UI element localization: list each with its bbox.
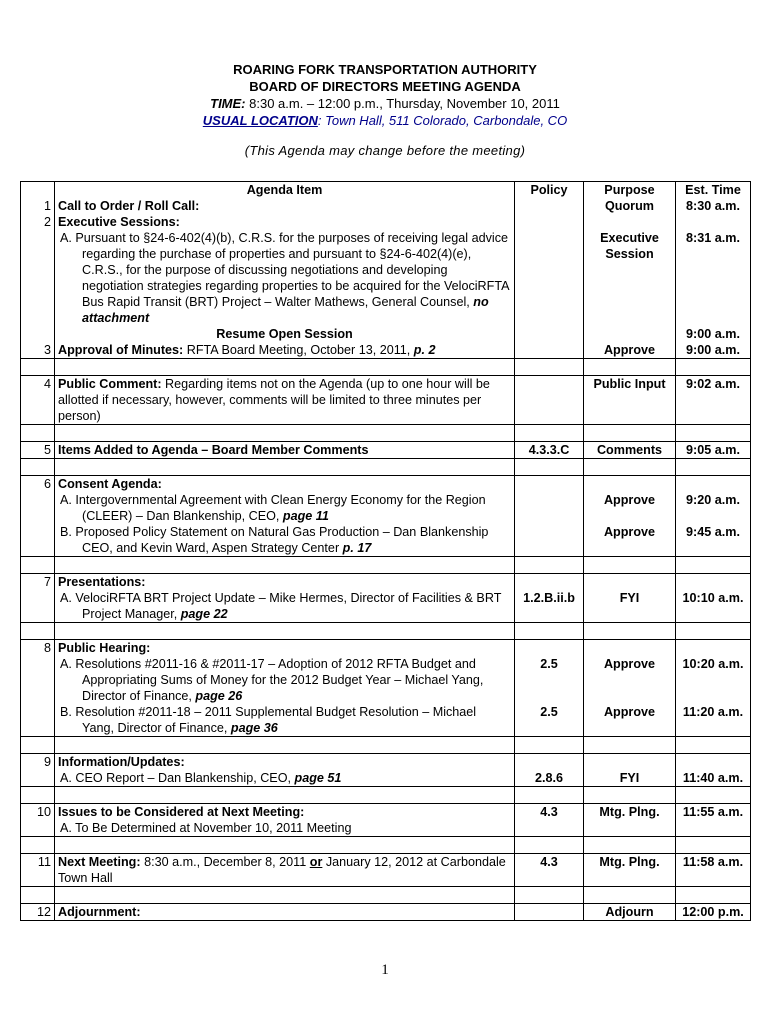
table-header-row <box>21 182 751 199</box>
table-row: A. Intergovernmental Agreement with Clean Energy Economy for the Region (CLEER) – Dan Blankenship, CEO, page 11 Approve 9:20 a.m. <box>21 492 751 524</box>
table-row: B. Proposed Policy Statement on Natural Gas Production – Dan Blankenship CEO, and Kevin Ward, Aspen Strategy Center p. 17 Approve 9:45 a.m. <box>21 524 751 557</box>
organization-name: ROARING FORK TRANSPORTATION AUTHORITY <box>233 62 537 77</box>
table-row: 5 Items Added to Agenda – Board Member Comments 4.3.3.C Comments 9:05 a.m. <box>21 442 751 459</box>
table-row: B. Resolution #2011-18 – 2011 Supplemental Budget Resolution – Michael Yang, Director of Finance, page 36 2.5 Approve 11:20 a.m. <box>21 704 751 737</box>
table-row: 11 Next Meeting: 8:30 a.m., December 8, 2011 or January 12, 2012 at Carbondale Town Hall 4.3 Mtg. Plng. 11:58 a.m. <box>21 854 751 887</box>
column-header-policy: Policy <box>515 182 584 199</box>
column-header-purpose: Purpose <box>584 182 676 199</box>
agenda-table <box>20 181 751 921</box>
table-row: 10 Issues to be Considered at Next Meeting: 4.3 Mtg. Plng. 11:55 a.m. <box>21 804 751 821</box>
agenda-note: (This Agenda may change before the meeting) <box>244 143 526 158</box>
meeting-title: BOARD OF DIRECTORS MEETING AGENDA <box>249 78 521 94</box>
meeting-time: TIME: 8:30 a.m. – 12:00 p.m., Thursday, November 10, 2011 <box>210 96 560 111</box>
table-row: A. CEO Report – Dan Blankenship, CEO, page 51 2.8.6 FYI 11:40 a.m. <box>21 770 751 787</box>
table-row: 4 Public Comment: Regarding items not on the Agenda (up to one hour will be allotted if necessary, however, comments will be limited to three minutes per person) Public Input 9:02 a.m. <box>21 376 751 425</box>
table-row: Resume Open Session 9:00 a.m. <box>21 326 751 342</box>
table-row: 12 Adjournment: Adjourn 12:00 p.m. <box>21 904 751 921</box>
table-row: 6 Consent Agenda: <box>21 476 751 493</box>
table-row: 8 Public Hearing: <box>21 640 751 657</box>
table-row: A. Resolutions #2011-16 & #2011-17 – Adoption of 2012 RFTA Budget and Appropriating Sums of Money for the 2012 Budget Year – Michael Yang, Director of Finance, page 26 2.5 Approve 10:20 a.m. <box>21 656 751 704</box>
column-header-time: Est. Time <box>676 182 751 199</box>
agenda-header <box>0 62 770 158</box>
table-row: A. To Be Determined at November 10, 2011 Meeting <box>21 820 751 837</box>
table-row: 7 Presentations: <box>21 574 751 591</box>
table-row: 2 Executive Sessions: <box>21 214 751 230</box>
table-row: A. VelociRFTA BRT Project Update – Mike Hermes, Director of Facilities & BRT Project Manager, page 22 1.2.B.ii.b FYI 10:10 a.m. <box>21 590 751 623</box>
table-row: 9 Information/Updates: <box>21 754 751 771</box>
column-header-item: Agenda Item <box>55 182 515 199</box>
table-row: 1 Call to Order / Roll Call: Quorum 8:30 a.m. <box>21 198 751 214</box>
table-row: 3 Approval of Minutes: RFTA Board Meeting, October 13, 2011, p. 2 Approve 9:00 a.m. <box>21 342 751 359</box>
table-row: A. Pursuant to §24-6-402(4)(b), C.R.S. for the purposes of receiving legal advice regarding the purchase of properties and pursuant to §24-6-402(4)(e), C.R.S., for the purpose of discussing negotiations and developing negotiation strategies regarding properties to be acquired for the VelociRFTA Bus Rapid Transit (BRT) Project – Walter Mathews, General Counsel, no attachment Executive Session 8:31 a.m. <box>21 230 751 326</box>
page-number: 1 <box>381 962 389 978</box>
meeting-location: USUAL LOCATION: Town Hall, 511 Colorado, Carbondale, CO <box>202 113 568 128</box>
